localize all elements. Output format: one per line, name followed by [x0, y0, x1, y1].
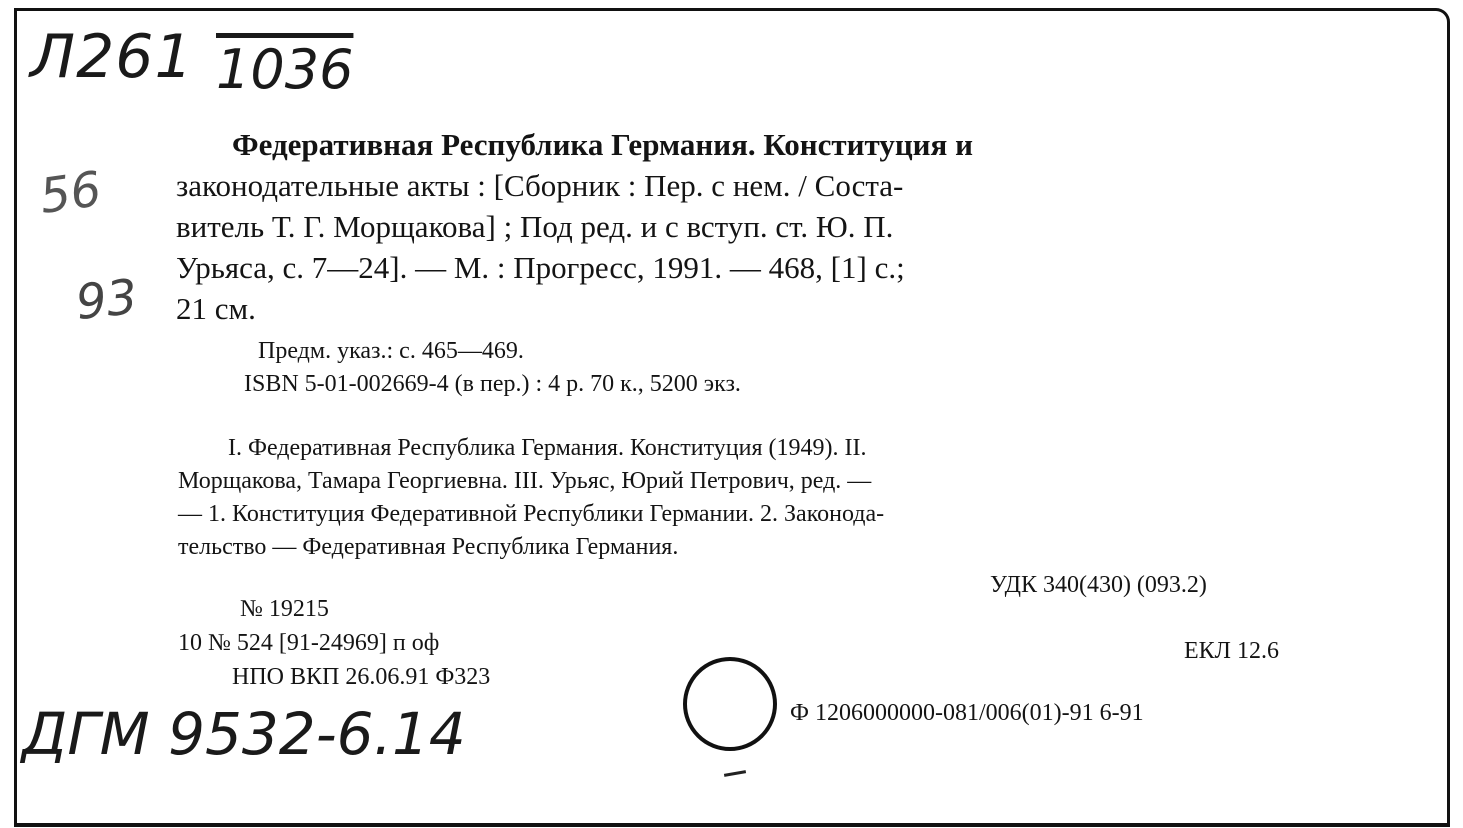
subject-line: I. Федеративная Республика Германия. Конституция (1949). II.: [228, 435, 867, 461]
handwritten-margin-b: 93: [73, 268, 140, 332]
udk-code: УДК 340(430) (093.2): [990, 572, 1207, 598]
ekl-code: ЕКЛ 12.6: [1184, 638, 1279, 664]
title-line-text: витель Т. Г. Морщакова] ; Под ред. и с вступ. ст. Ю. П.: [176, 209, 894, 244]
title-line-text: Урьяса, с. 7—24]. — М. : Прогресс, 1991. — 468, [1] с.;: [176, 250, 905, 285]
handwritten-shelf-mark: Л261: [30, 22, 194, 92]
npo-line: НПО ВКП 26.06.91 Ф323: [232, 664, 491, 690]
title-line: [232, 127, 973, 163]
isbn-line: ISBN 5-01-002669-4 (в пер.) : 4 р. 70 к., 5200 экз.: [244, 371, 741, 397]
title-line: [176, 209, 893, 245]
title-line: [176, 291, 256, 327]
subject-line: Морщакова, Тамара Георгиевна. III. Урьяс, Юрий Петрович, ред. —: [178, 468, 872, 494]
order-line: 10 № 524 [91-24969] п оф: [178, 630, 440, 656]
handwritten-number: 1036: [216, 38, 354, 101]
title-line-text: законодательные акты : [Сборник : Пер. с нем. / Соста-: [176, 168, 904, 203]
subject-line: — 1. Конституция Федеративной Республики Германии. 2. Законода-: [178, 501, 885, 527]
record-number: № 19215: [240, 596, 329, 622]
title-line: [176, 168, 903, 204]
subject-line: тельство — Федеративная Республика Германия.: [178, 534, 679, 560]
title-line: [176, 250, 905, 286]
title-line-text: 21 см.: [176, 291, 256, 326]
title-line-text: Федеративная Республика Германия. Конституция и: [232, 127, 973, 162]
handwritten-margin-a: 56: [36, 161, 105, 225]
handwritten-bottom-mark: ДГМ 9532-6.14: [22, 700, 466, 768]
f-code: Ф 1206000000-081/006(01)-91 6-91: [790, 700, 1144, 726]
publisher-circle-mark: [683, 657, 777, 751]
subject-index-note: Предм. указ.: с. 465—469.: [258, 338, 524, 364]
